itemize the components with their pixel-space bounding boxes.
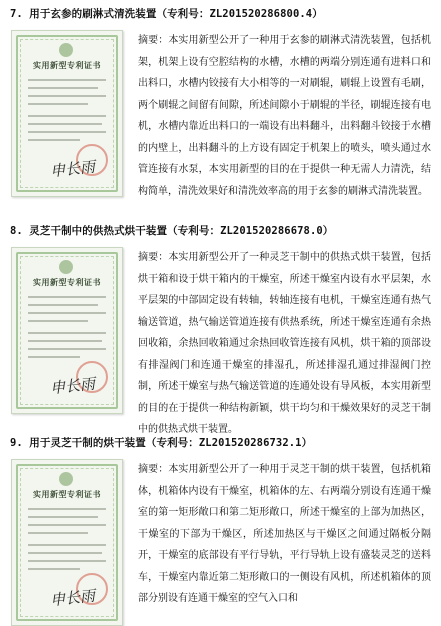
certificate-title: 实用新型专利证书 <box>33 490 101 499</box>
certificate-text-line <box>28 131 106 133</box>
certificate-text-line <box>28 87 98 89</box>
certificate-text-line <box>28 332 106 334</box>
certificate-text-line <box>28 103 88 105</box>
certificate-text-line <box>28 139 80 141</box>
certificate-image <box>11 459 123 626</box>
certificate-text-line <box>28 123 102 125</box>
certificate-text-line <box>28 560 106 562</box>
patent-abstract: 摘要：本实用新型公开了一种灵芝干制中的供热式烘干装置，包括烘干箱和设于烘干箱内的干燥室，所述干燥室内设有水平层架，水平层架的中部固定设有转轴，转轴连接有电机，干燥室连通有热气输送管道，热气输送管道连接有供热系统，所述干燥室连通有余热回收箱，余热回收箱通过余热回收管连接有风机，烘干箱的顶部设有排湿阀门和连通干燥室的排湿孔，所述排湿孔通过排湿阀门控制，所述干燥室与热气输送管道的连通处设有导风板，本实用新型的目的在于提供一种结构新颖，烘干均匀和干燥效果好的灵芝干制中的供热式烘干装置。 <box>138 252 431 435</box>
certificate-text-line <box>28 568 80 570</box>
certificate-text-line <box>28 508 106 510</box>
signature: 申长雨 <box>49 586 96 610</box>
signature: 申长雨 <box>49 374 96 398</box>
certificate-text-line <box>28 356 80 358</box>
patent-abstract: 摘要：本实用新型公开了一种用于玄参的刷淋式清洗装置，包括机架，机架上设有空腔结构的水槽，水槽的两端分别连通有进料口和出料口，水槽内铰接有大小相等的一对刷辊，刷辊上设置有毛刷，两个刷辊之间留有间隙，所述间隙小于刷辊的半径，刷辊连接有电机，水槽内靠近出料口的一端设有出料翻斗，出料翻斗铰接于水槽的内壁上，出料翻斗的上方设有固定于机架上的喷头，喷头通过水管连接有水泵，本实用新型的目的在于提供一种无需人力清洗，结构简单，清洗效果好和清洗效率高的用于玄参的刷淋式清洗装置。 <box>138 35 431 197</box>
certificate-text-line <box>28 340 102 342</box>
patent-abstract: 摘要：本实用新型公开了一种用于灵芝干制的烘干装置，包括机箱体，机箱体内设有干燥室，机箱体的左、右两端分别设有连通干燥室的第一矩形敞口和第二矩形敞口，所述干燥室的上部为加热区，干燥室的下部为干燥区，所述加热区与干燥区之间通过隔板分隔开，干燥室的底部设有平行导轨，平行导轨上设有盛装灵芝的送料车，干燥室内靠近第二矩形敞口的一侧设有风机，所述机箱体的顶部分别设有连通干燥室的空气入口和 <box>138 464 431 604</box>
patent-section-9 <box>0 435 441 618</box>
certificate-text-line <box>28 296 106 298</box>
certificate-text-line <box>28 320 88 322</box>
section-heading: 7. 用于玄参的刷淋式清洗装置（专利号：ZL201520286800.4） <box>10 8 323 20</box>
certificate-text-line <box>28 544 106 546</box>
section-heading: 9. 用于灵芝干制的烘干装置（专利号：ZL201520286732.1） <box>10 437 313 449</box>
patent-section-7 <box>0 6 441 196</box>
certificate-text-line <box>28 304 98 306</box>
certificate-title: 实用新型专利证书 <box>33 278 101 287</box>
section-heading: 8. 灵芝干制中的供热式烘干装置（专利号：ZL201520286678.0） <box>10 225 334 237</box>
certificate-text-line <box>28 532 88 534</box>
certificate-image <box>11 247 123 414</box>
emblem-icon <box>59 43 73 57</box>
emblem-icon <box>59 260 73 274</box>
certificate-text-line <box>28 348 106 350</box>
patent-section-8 <box>0 223 441 435</box>
certificate-text-line <box>28 95 106 97</box>
certificate-text-line <box>28 552 102 554</box>
certificate-text-line <box>28 115 106 117</box>
emblem-icon <box>59 472 73 486</box>
certificate-text-line <box>28 524 106 526</box>
certificate-text-line <box>28 312 106 314</box>
certificate-text-line <box>28 79 106 81</box>
certificate-title: 实用新型专利证书 <box>33 61 101 70</box>
certificate-text-line <box>28 516 98 518</box>
certificate-image <box>11 30 123 197</box>
signature: 申长雨 <box>49 157 96 181</box>
